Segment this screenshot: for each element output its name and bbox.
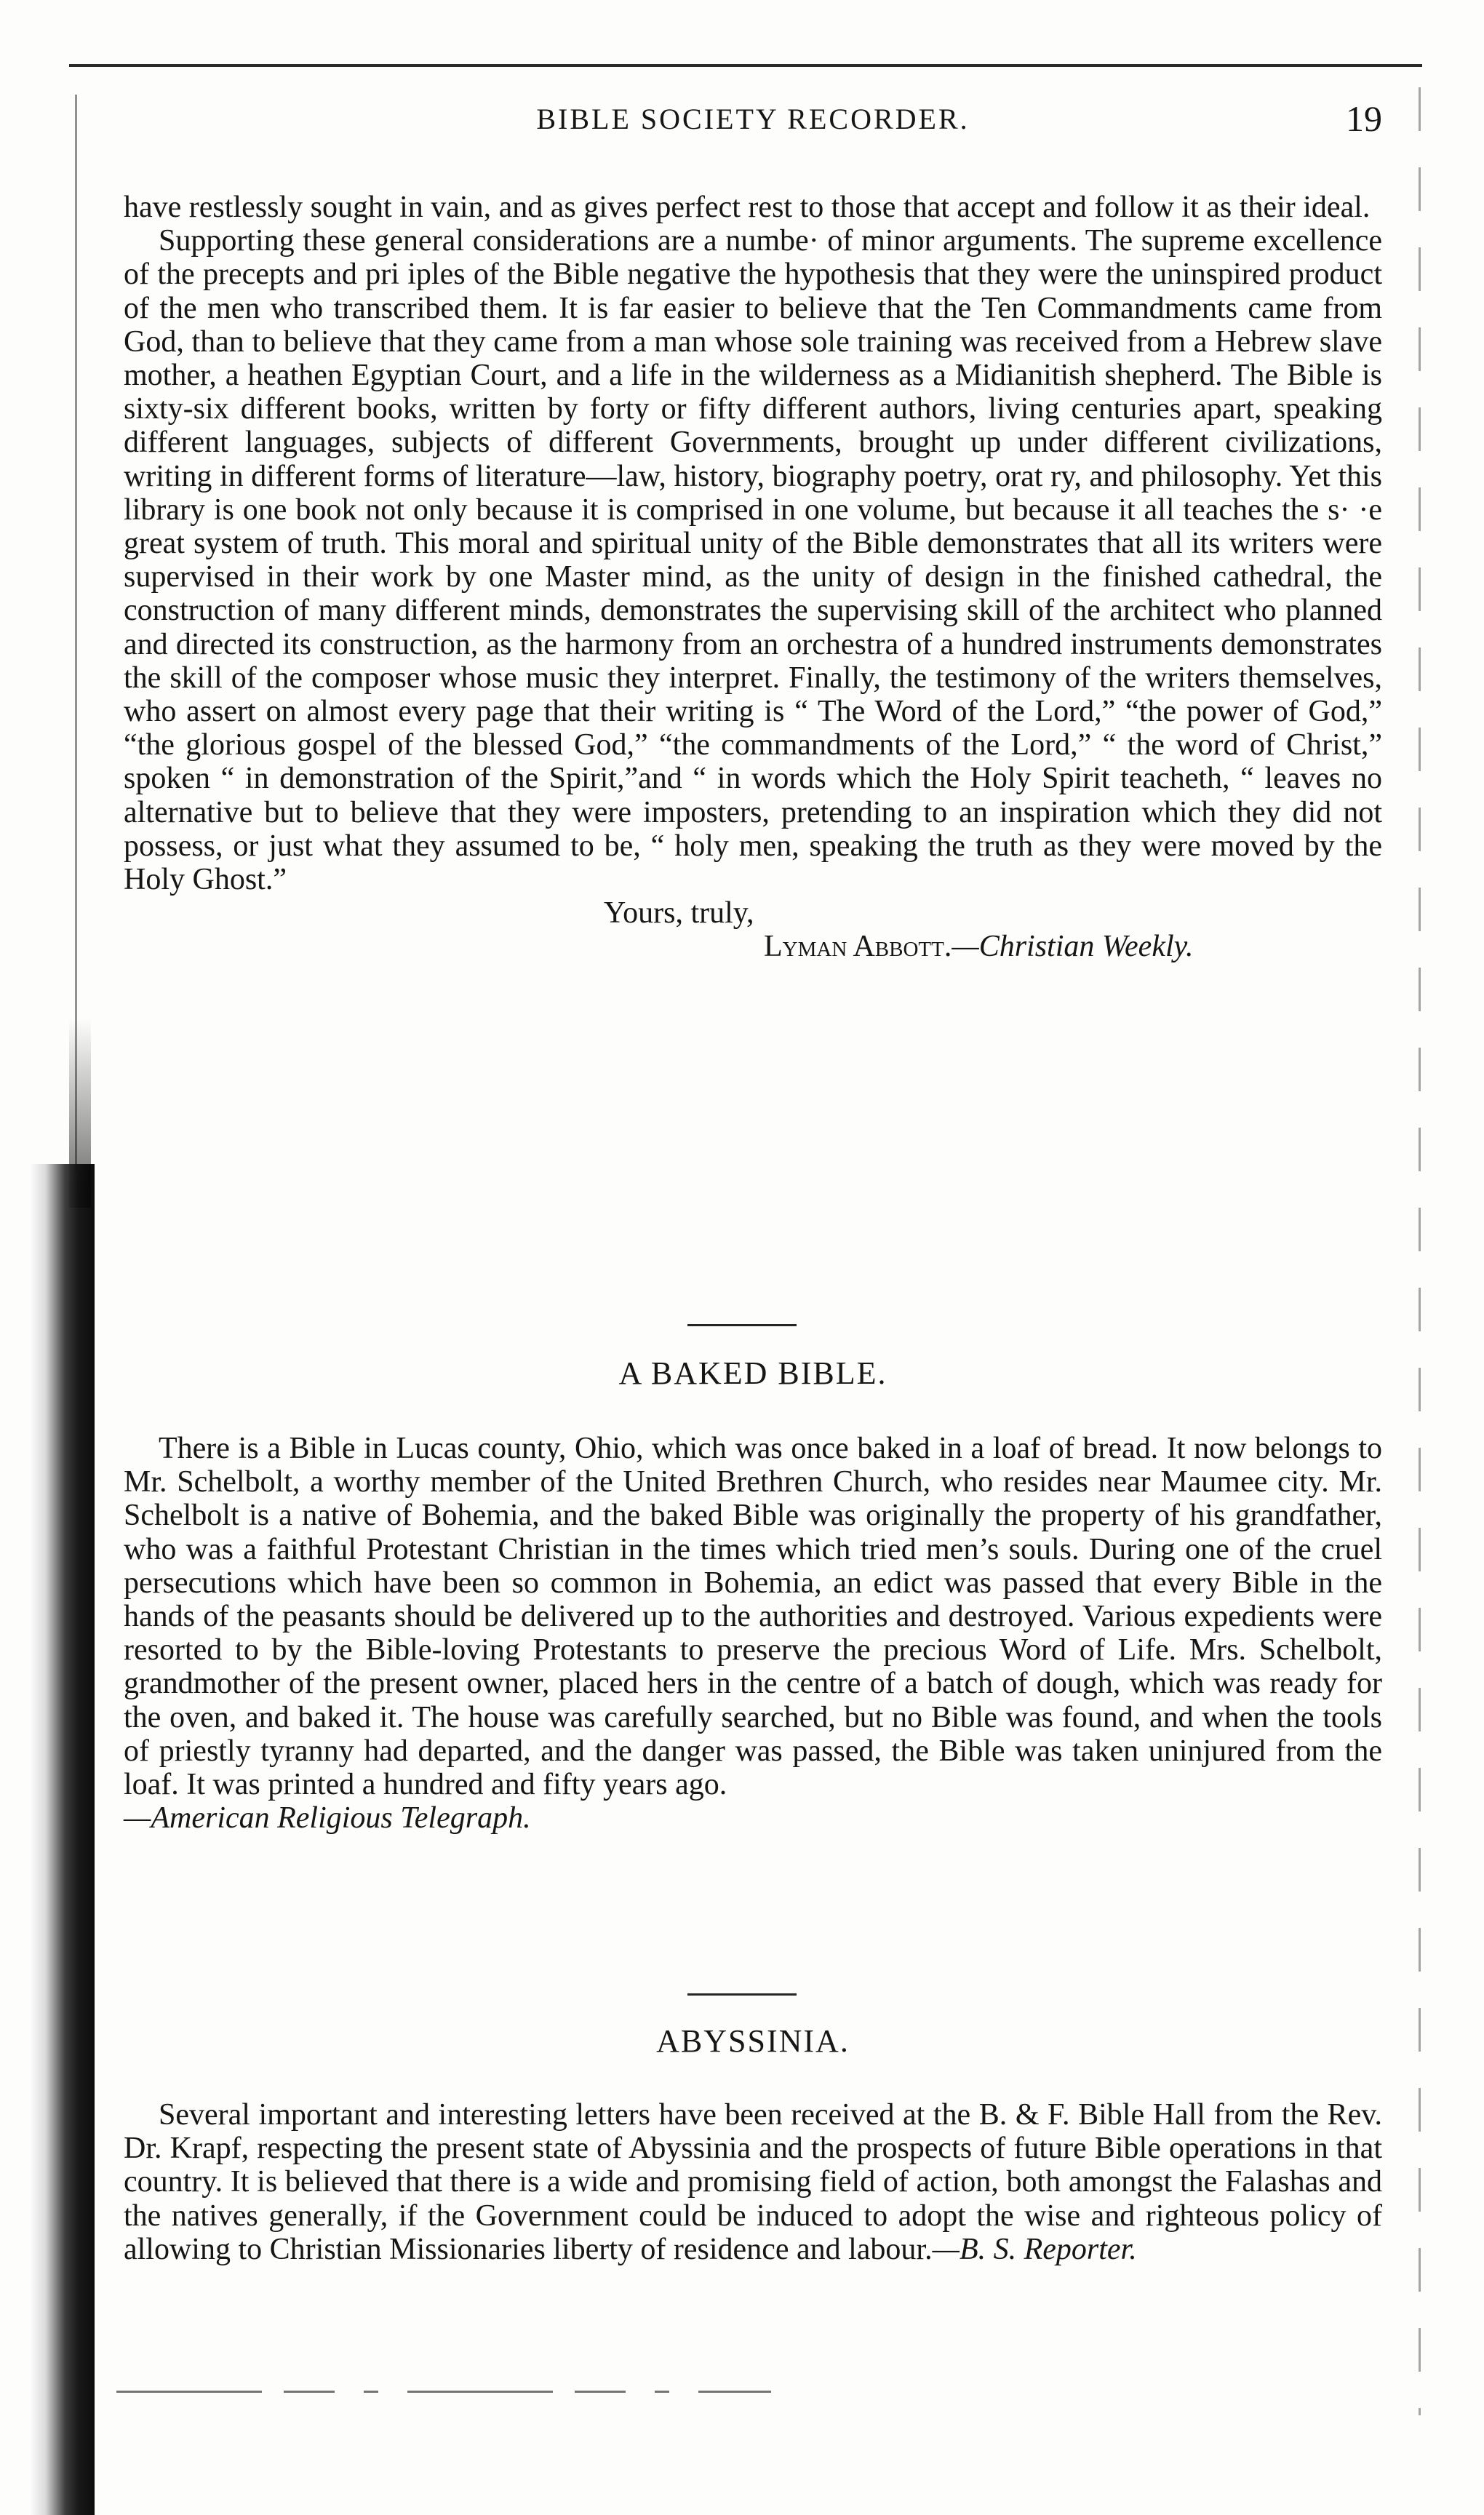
author-name: Lyman Abbott. [764, 930, 952, 964]
section-separator [687, 1993, 797, 1996]
abyssinia-source: —B. S. Reporter. [932, 2232, 1137, 2266]
article-abyssinia [124, 2098, 1382, 2266]
top-rule [69, 64, 1422, 67]
signature-line [124, 930, 1382, 963]
left-margin-rule [75, 95, 77, 1171]
article-paragraph-2: Supporting these general considerations are a numbe· of minor arguments. The supreme excellence of the precepts and pri iples of the Bible negative the hypothesis that they were the uninspired product of the men who transcribed them. It is far easier to believe that the Ten Commandments came from God, than to believe that they came from a man whose sole training was received from a Hebrew slave mother, a heathen Egyptian Court, and a life in the wilderness as a Midianitish shepherd. The Bible is sixty-six different books, written by forty or fifty different authors, living centuries apart, speaking different languages, subjects of different Governments, brought up under different civilizations, writing in different forms of literature—law, history, biography poetry, orat ry, and philosophy. Yet this library is one book not only because it is comprised in one volume, but because it all teaches the s· ·e great system of truth. This moral and spiritual unity of the Bible demonstrates that all its writers were supervised in their work by one Master mind, as the unity of design in the finished cathedral, the construction of many different minds, demonstrates the supervising skill of the architect who planned and directed its construction, as the harmony from an orchestra of a hundred instruments demonstrates the skill of the composer whose music they interpret. Finally, the testimony of the writers themselves, who assert on almost every page that their writing is “ The Word of the Lord,” “the power of God,” “the glorious gospel of the blessed God,” “the commandments of the Lord,” “ the word of Christ,” spoken “ in demonstration of the Spirit,”and “ in words which the Holy Spirit teacheth, “ leaves no alternative but to believe that they were imposters, pretending to an inspiration which they did not possess, or just what they assumed to be, “ holy men, speaking the truth as they were moved by the Holy Ghost.” [124, 224, 1382, 897]
bottom-rule [116, 2391, 771, 2393]
right-margin-rule [1419, 87, 1421, 2415]
section-heading-baked-bible: A BAKED BIBLE. [618, 1355, 887, 1391]
section-heading-abyssinia: ABYSSINIA. [656, 2023, 850, 2059]
baked-bible-source: —American Religious Telegraph. [124, 1801, 531, 1836]
abyssinia-text: Several important and interesting letters have been received at the B. & F. Bible Hall from the Rev. Dr. Krapf, respecting the present state of Abyssinia and the prospects of future Bible operations in that country. It is believed that there is a wide and promising field of action, both amongst the Falashas and the natives generally, if the Government could be induced to adopt the wise and righteous policy of allowing to Christian Missionaries liberty of residence and labour. [124, 2098, 1382, 2266]
article-paragraph-1: have restlessly sought in vain, and as gives perfect rest to those that accept and follow it as their ideal. [124, 191, 1371, 224]
article-baked-bible [124, 1432, 1382, 1835]
article-continued [124, 191, 1382, 964]
binding-shadow [29, 1164, 95, 2515]
baked-bible-paragraph: There is a Bible in Lucas county, Ohio, which was once baked in a loaf of bread. It now belongs to Mr. Schelbolt, a worthy member of the United Brethren Church, who resides near Maumee city. Mr. Schelbolt is a native of Bohemia, and the baked Bible was originally the property of his grandfather, who was a faithful Protestant Christian in the times which tried men’s souls. During one of the cruel persecutions which have been so common in Bohemia, an edict was passed that every Bible in the hands of the peasants should be delivered up to the authorities and destroyed. Various expedients were resorted to by the Bible-loving Protestants to preserve the precious Word of Life. Mrs. Schelbolt, grandmother of the present owner, placed hers in the centre of a batch of dough, which was ready for the oven, and baked it. The house was carefully searched, but no Bible was found, and when the tools of priestly tyranny had departed, and the danger was passed, the Bible was taken uninjured from the loaf. It was printed a hundred and fifty years ago. [124, 1432, 1382, 1802]
closing-salutation: Yours, truly, [604, 896, 754, 930]
running-head [124, 98, 1382, 153]
running-title: BIBLE SOCIETY RECORDER. [536, 103, 970, 135]
source-credit: —Christian Weekly. [952, 930, 1194, 964]
abyssinia-paragraph [124, 2098, 1382, 2266]
page-number: 19 [1346, 98, 1382, 139]
section-separator [687, 1324, 797, 1326]
